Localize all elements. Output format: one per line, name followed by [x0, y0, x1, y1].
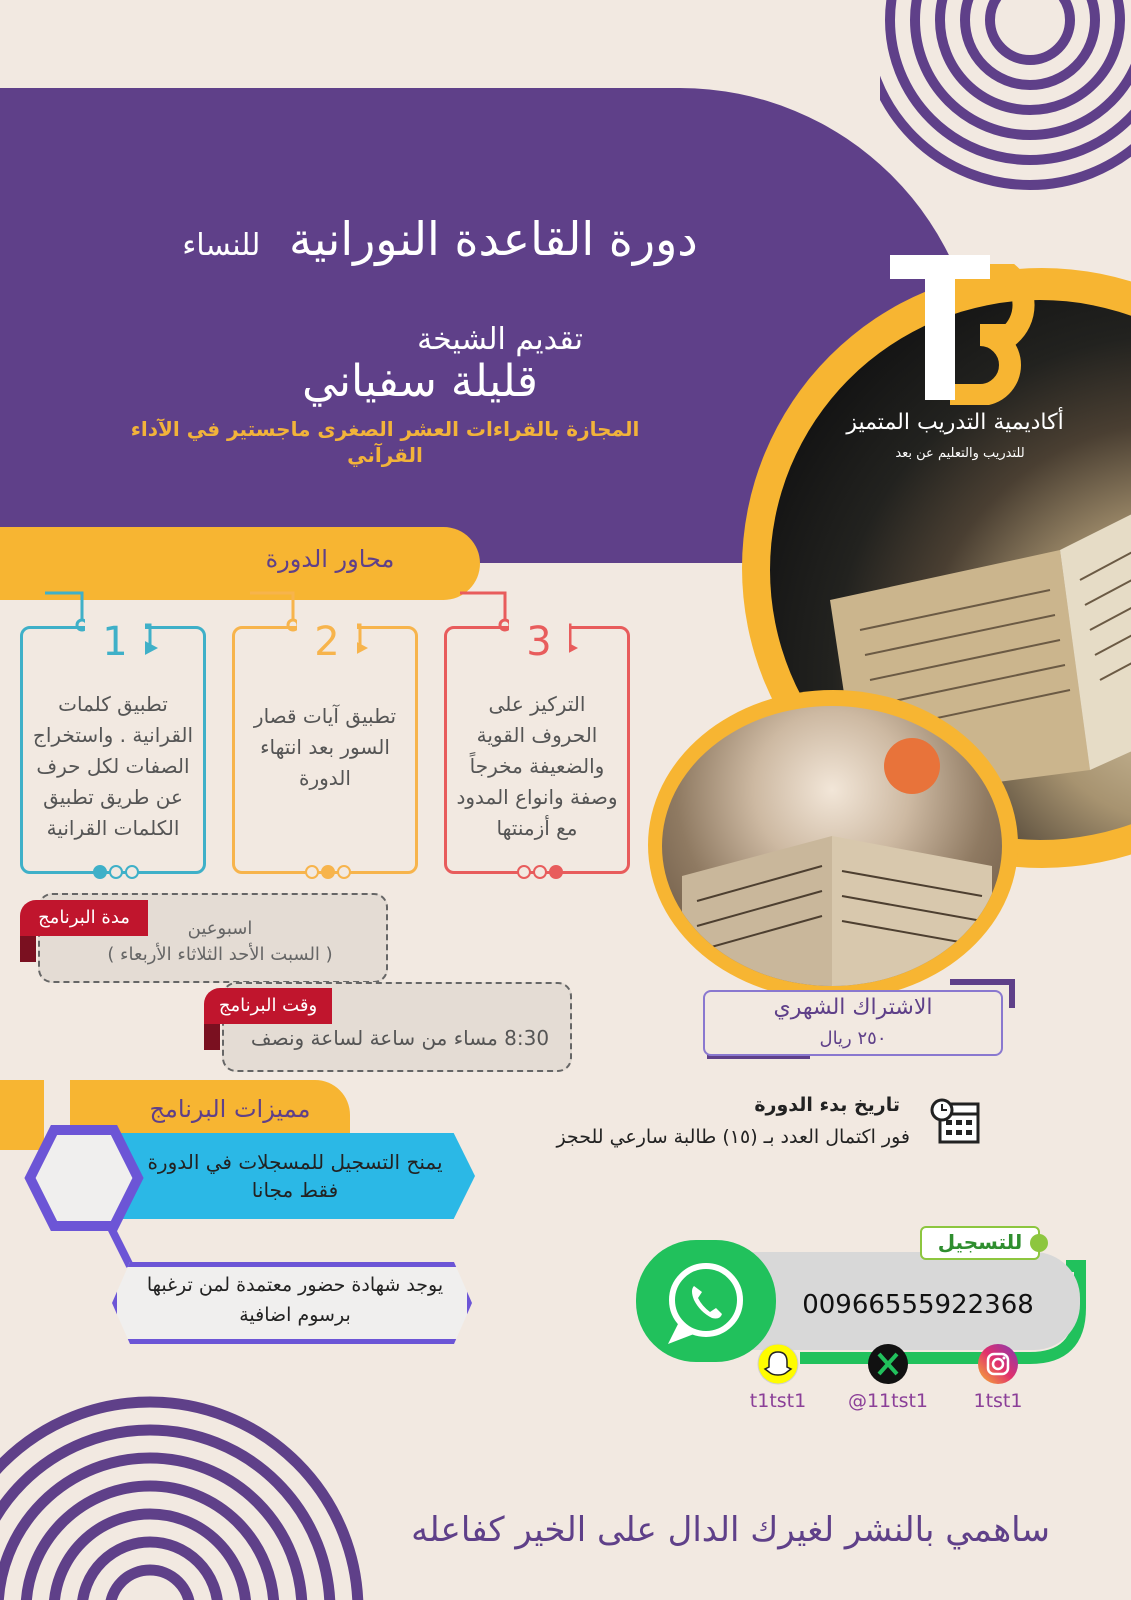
subscription-price: ٢٥٠ ريال [819, 1028, 887, 1049]
duration-tag-fold [20, 932, 36, 962]
rings-bottom-decoration [0, 1390, 380, 1600]
academy-name: أكاديمية التدريب المتميز [846, 410, 1064, 435]
card-dot [337, 865, 351, 879]
axis-card-1-number: 1 [85, 619, 145, 665]
features-title: مميزات البرنامج [149, 1095, 311, 1123]
card-dot [533, 865, 547, 879]
rings-top-decoration [880, 0, 1131, 190]
course-audience: للنساء [182, 228, 261, 263]
quran-photo-small [662, 706, 1002, 986]
duration-days: ( السبت الأحد الثلاثاء الأربعاء ) [107, 944, 333, 965]
snapchat-icon[interactable] [756, 1342, 800, 1386]
axis-card-2 [232, 619, 418, 874]
axis-card-1-text: تطبيق كلمات القرانية . واستخراج الصفات لكل حرف عن طريق تطبيق الكلمات القرانية [32, 692, 194, 840]
card-dot [125, 865, 139, 879]
course-title-text: دورة القاعدة النورانية [288, 212, 698, 266]
course-title [120, 212, 760, 266]
time-value: 8:30 مساء من ساعة لساعة ونصف [250, 1026, 550, 1050]
time-label: وقت البرنامج [204, 988, 332, 1024]
calendar-icon [930, 1094, 982, 1146]
time-tag-fold [204, 1020, 220, 1050]
duration-weeks: اسبوعين [187, 918, 253, 939]
presenter-name: قليلة سفياني [302, 356, 538, 407]
axis-card-3-text: التركيز على الحروف القوية والضعيفة مخرجاً وصفة وانواع المدود مع أزمنتها [456, 692, 618, 840]
axes-section-title: محاور الدورة [265, 545, 395, 573]
academy-logo-icon [890, 255, 1040, 405]
whatsapp-icon[interactable] [656, 1256, 756, 1348]
card-dot [109, 865, 123, 879]
instagram-icon[interactable] [976, 1342, 1020, 1386]
card-dot [93, 865, 107, 879]
axis-card-2-text: تطبيق آيات قصار السور بعد انتهاء الدورة [253, 704, 397, 790]
register-label: للتسجيل [937, 1230, 1023, 1254]
instagram-handle[interactable]: 1tst1 [973, 1390, 1023, 1412]
candle-book-illustration [662, 706, 1002, 986]
academy-tagline: للتدريب والتعليم عن بعد [895, 446, 1025, 461]
feature-hexagon [24, 1124, 144, 1232]
duration-label: مدة البرنامج [20, 900, 148, 936]
axis-card-2-number: 2 [297, 619, 357, 665]
start-date-text: فور اكتمال العدد بـ (١٥) طالبة سارعي للحجز [556, 1126, 910, 1148]
card-dot [305, 865, 319, 879]
x-icon[interactable] [866, 1342, 910, 1386]
feature-connector [100, 1222, 140, 1268]
card-dot [517, 865, 531, 879]
card-dot [549, 865, 563, 879]
duration-value [60, 916, 380, 968]
start-date-title: تاريخ بدء الدورة [754, 1094, 900, 1116]
feature-1-text: يمنح التسجيل للمسجلات في الدورة فقط مجانا [147, 1150, 443, 1202]
footer-message: ساهمي بالنشر لغيرك الدال على الخير كفاعله [411, 1510, 1050, 1550]
card-dot [321, 865, 335, 879]
subscription-title: الاشتراك الشهري [773, 995, 933, 1020]
phone-number[interactable]: 00966555922368 [802, 1290, 1034, 1320]
presenter-prefix: تقديم الشيخة [417, 322, 583, 357]
x-handle[interactable]: @11tst1 [847, 1390, 929, 1412]
axis-card-3 [444, 619, 630, 874]
axis-card-3-number: 3 [509, 619, 569, 665]
feature-2-text: يوجد شهادة حضور معتمدة لمن ترغبها برسوم اضافية [146, 1274, 444, 1326]
snapchat-handle[interactable]: t1tst1 [749, 1390, 807, 1412]
presenter-credential: المجازة بالقراءات العشر الصغرى ماجستير في الآداء القرآني [130, 417, 640, 467]
axis-card-1 [20, 619, 206, 874]
